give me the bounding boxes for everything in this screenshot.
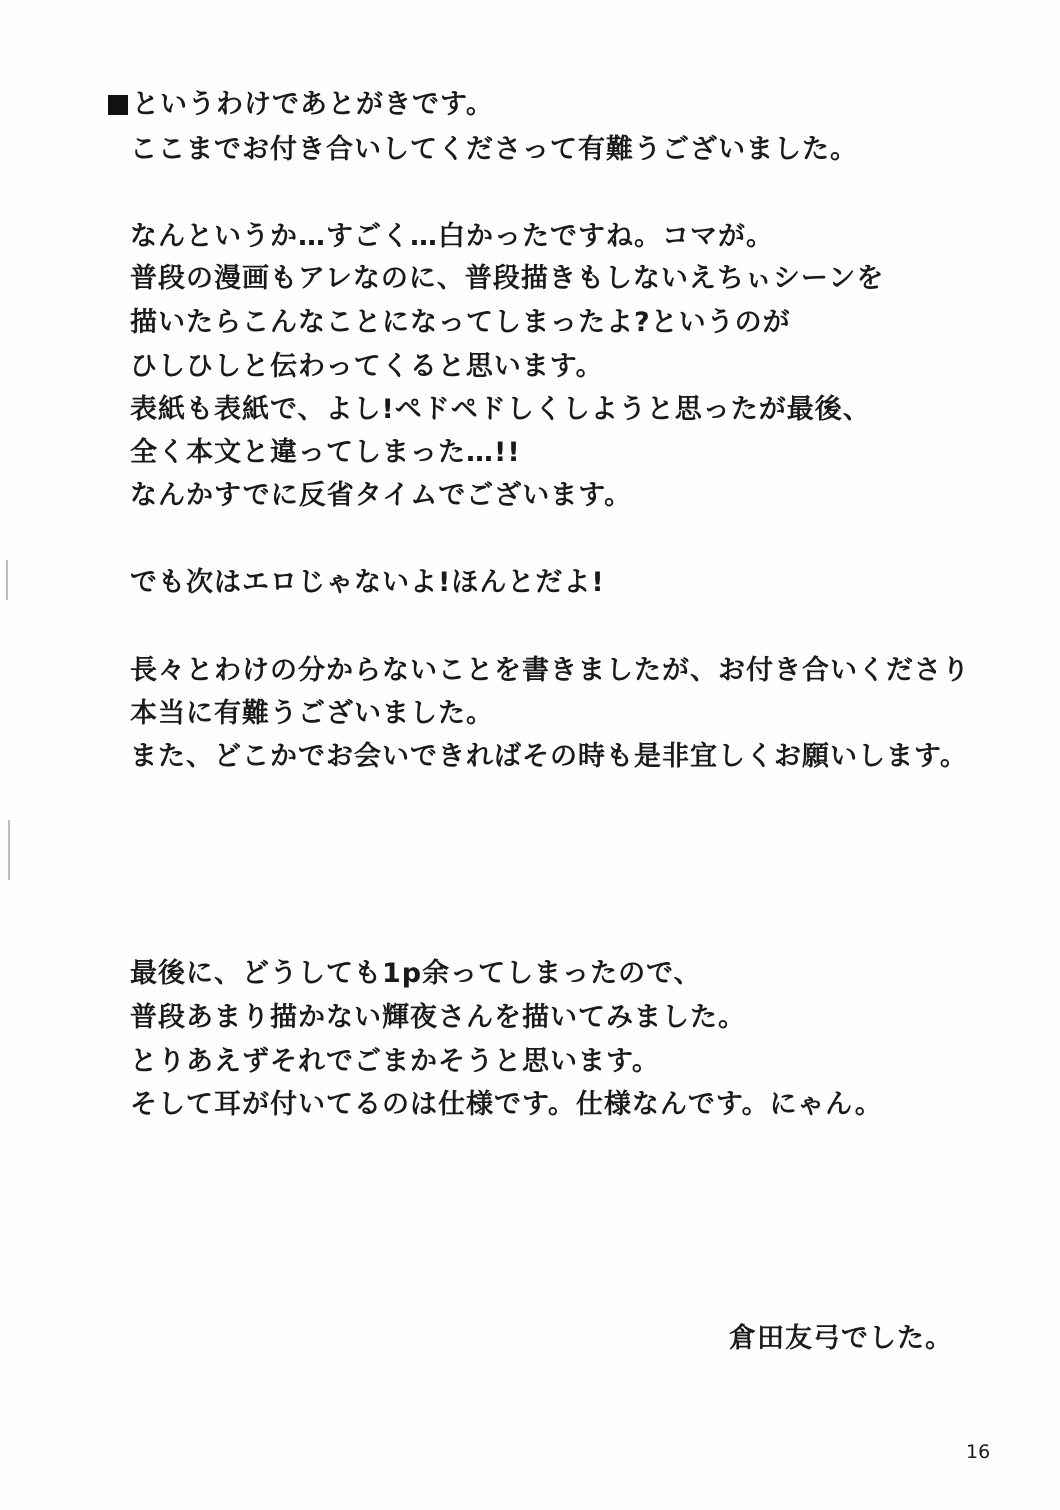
text-line: 描いたらこんなことになってしまったよ?というのが [130,307,791,338]
text-line: 全く本文と違ってしまった…!! [130,437,521,468]
afterword-heading [108,88,494,122]
left-edge-mark-2 [6,560,8,600]
text-line: 長々とわけの分からないことを書きましたが、お付き合いくださり [130,655,970,686]
text-line: ひしひしと伝わってくると思います。 [130,351,604,382]
text-line: なんかすでに反省タイムでございます。 [130,480,633,511]
text-line: 普段あまり描かない輝夜さんを描いてみました。 [130,1002,746,1033]
left-edge-mark [8,820,10,880]
text-line: 表紙も表紙で、よし!ペドペドしくしようと思ったが最後、 [130,394,871,425]
text-line: なんというか…すごく…白かったですね。コマが。 [130,221,774,252]
text-line: ここまでお付き合いしてくださって有難うございました。 [130,134,858,165]
heading-text: というわけであとがきです。 [132,89,494,120]
text-line: 普段の漫画もアレなのに、普段描きもしないえちぃシーンを [130,263,885,294]
author-signature: 倉田友弓でした。 [729,1323,953,1354]
text-line: でも次はエロじゃないよ!ほんとだよ! [130,567,605,598]
square-bullet-icon [108,95,128,115]
text-line: 最後に、どうしても1p余ってしまったので、 [130,958,702,989]
page-number: 16 [966,1441,991,1463]
text-line: また、どこかでお会いできればその時も是非宜しくお願いします。 [130,741,968,772]
text-line: そして耳が付いてるのは仕様です。仕様なんです。にゃん。 [130,1089,883,1120]
text-line: とりあえずそれでごまかそうと思います。 [130,1046,660,1077]
text-line: 本当に有難うございました。 [130,698,494,729]
